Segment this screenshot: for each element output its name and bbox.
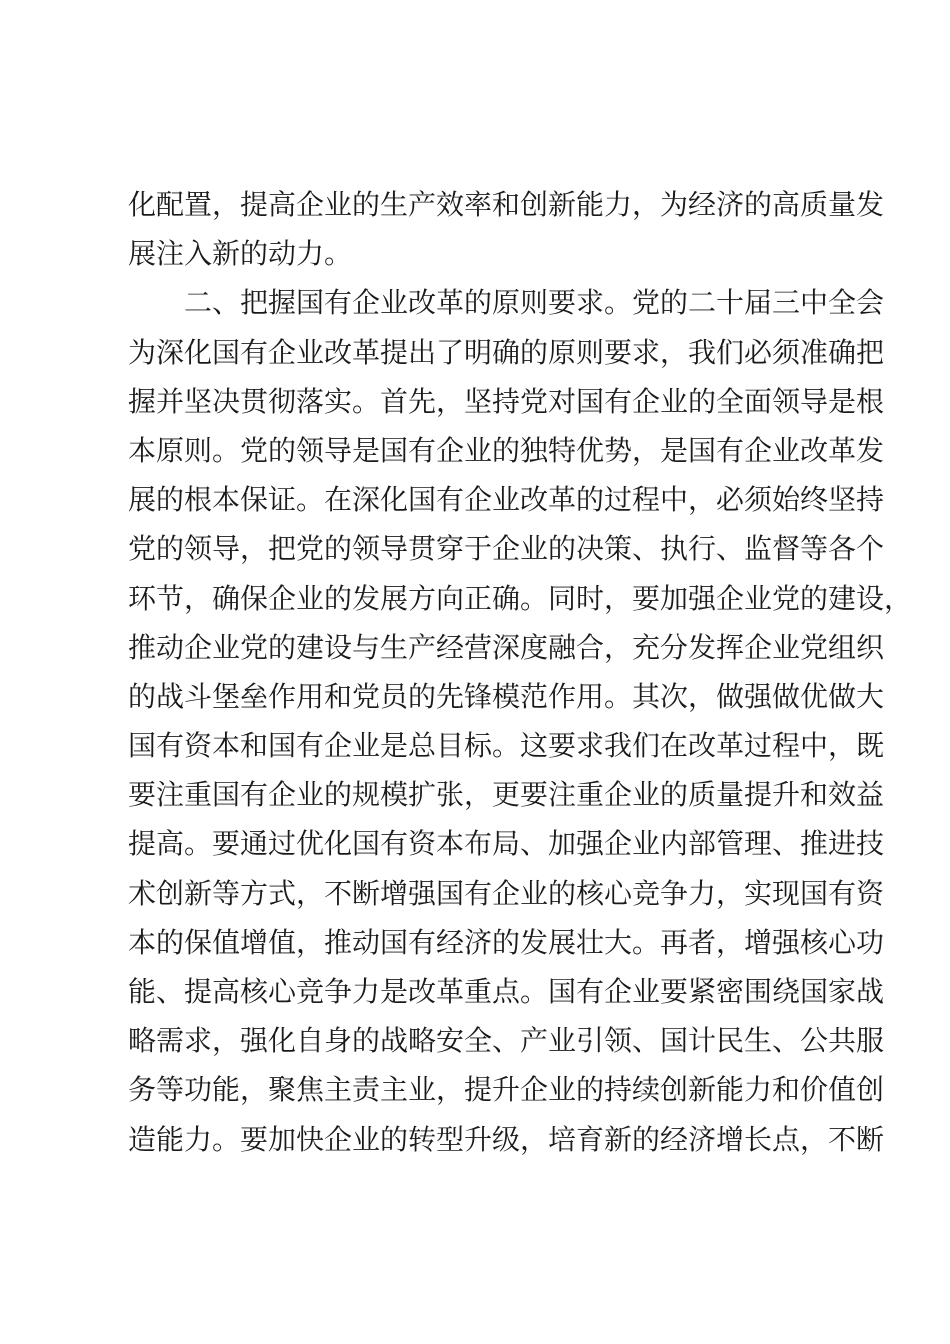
text-line: 造能力。要加快企业的转型升级，培育新的经济增长点，不断	[128, 1122, 885, 1156]
text-line: 握并坚决贯彻落实。首先，坚持党对国有企业的全面领导是根	[128, 384, 885, 418]
text-line: 展注入新的动力。	[128, 237, 353, 271]
text-line: 务等功能，聚焦主责主业，提升企业的持续创新能力和价值创	[128, 1073, 885, 1107]
text-line: 的战斗堡垒作用和党员的先锋模范作用。其次，做强做优做大	[128, 679, 885, 713]
text-line: 展的根本保证。在深化国有企业改革的过程中，必须始终坚持	[128, 483, 885, 517]
text-line: 本原则。党的领导是国有企业的独特优势，是国有企业改革发	[128, 433, 885, 467]
text-line: 术创新等方式，不断增强国有企业的核心竞争力，实现国有资	[128, 876, 885, 910]
text-line: 本的保值增值，推动国有经济的发展壮大。再者，增强核心功	[128, 925, 885, 959]
section-heading-line: 二、把握国有企业改革的原则要求。党的二十届三中全会	[128, 286, 885, 320]
text-line: 国有资本和国有企业是总目标。这要求我们在改革过程中，既	[128, 729, 885, 763]
text-line: 推动企业党的建设与生产经营深度融合，充分发挥企业党组织	[128, 630, 885, 664]
text-line: 提高。要通过优化国有资本布局、加强企业内部管理、推进技	[128, 827, 885, 861]
text-line: 略需求，强化自身的战略安全、产业引领、国计民生、公共服	[128, 1024, 885, 1058]
text-line: 化配置，提高企业的生产效率和创新能力，为经济的高质量发	[128, 188, 885, 221]
text-line: 为深化国有企业改革提出了明确的原则要求，我们必须准确把	[128, 335, 885, 369]
text-line: 党的领导，把党的领导贯穿于企业的决策、执行、监督等各个	[128, 532, 885, 566]
text-line: 要注重国有企业的规模扩张，更要注重企业的质量提升和效益	[128, 778, 885, 812]
document-body	[128, 180, 913, 1164]
text-line: 环节，确保企业的发展方向正确。同时，要加强企业党的建设，	[128, 581, 913, 615]
text-line: 能、提高核心竞争力是改革重点。国有企业要紧密围绕国家战	[128, 975, 885, 1008]
